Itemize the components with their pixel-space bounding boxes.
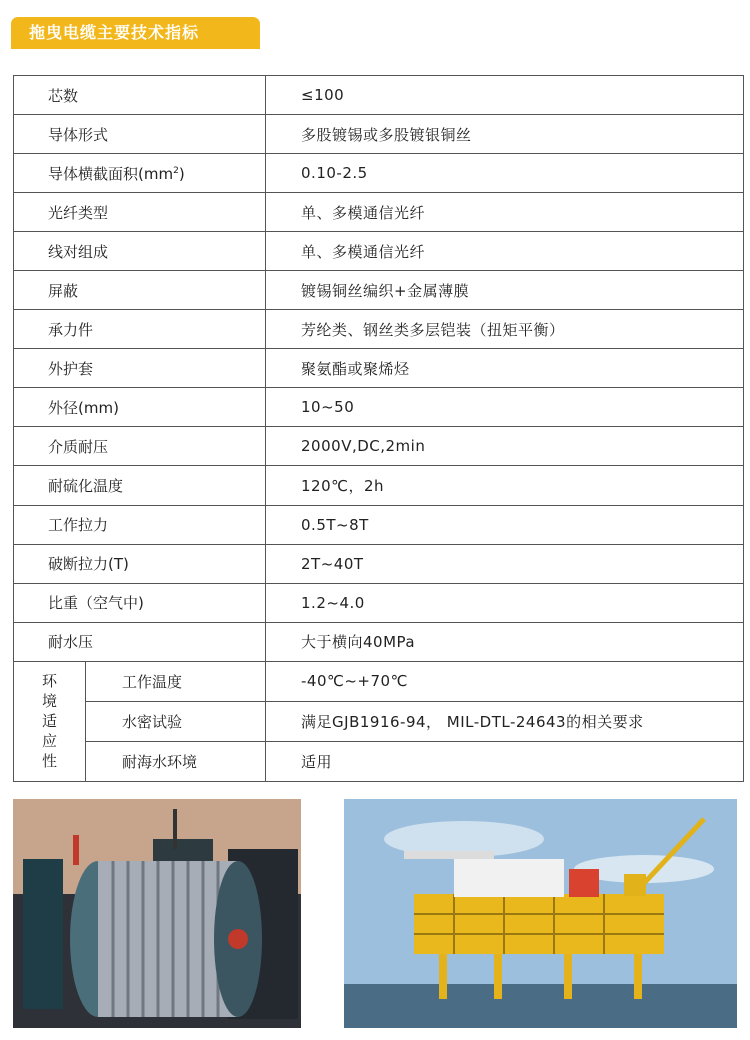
table-row xyxy=(14,741,744,781)
env-name: 工作温度 xyxy=(86,661,266,701)
env-value: -40℃~+70℃ xyxy=(266,661,744,701)
spec-name-suffix: ) xyxy=(178,164,185,183)
spec-value: 聚氨酯或聚烯烃 xyxy=(266,349,744,388)
spec-name: 芯数 xyxy=(14,76,266,115)
spec-name: 介质耐压 xyxy=(14,427,266,466)
spec-name: 屏蔽 xyxy=(14,271,266,310)
table-row xyxy=(14,427,744,466)
spec-name: 光纤类型 xyxy=(14,193,266,232)
table-row xyxy=(14,388,744,427)
spec-value: 0.5T~8T xyxy=(266,505,744,544)
group-char: 适 xyxy=(41,712,57,731)
spec-name-sup: 2 xyxy=(173,165,179,176)
spec-name: 破断拉力(T) xyxy=(14,544,266,583)
table-row xyxy=(14,310,744,349)
spec-value: 大于横向40MPa xyxy=(266,622,744,661)
offshore-platform-illustration xyxy=(344,799,737,1028)
spec-name xyxy=(14,154,266,193)
table-row xyxy=(14,232,744,271)
environment-group-label xyxy=(14,661,86,781)
spec-name: 承力件 xyxy=(14,310,266,349)
winch-drum-photo xyxy=(13,799,301,1028)
spec-table xyxy=(13,75,744,782)
spec-name: 外护套 xyxy=(14,349,266,388)
spec-name: 耐水压 xyxy=(14,622,266,661)
table-row xyxy=(14,544,744,583)
spec-name-text: 导体横截面积(mm xyxy=(48,164,174,183)
offshore-platform-photo xyxy=(344,799,737,1028)
table-row xyxy=(14,505,744,544)
table-row xyxy=(14,76,744,115)
spec-name: 外径(mm) xyxy=(14,388,266,427)
spec-value: 镀锡铜丝编织+金属薄膜 xyxy=(266,271,744,310)
spec-value: 单、多模通信光纤 xyxy=(266,232,744,271)
spec-name: 耐硫化温度 xyxy=(14,466,266,505)
group-char: 应 xyxy=(41,732,57,751)
table-row xyxy=(14,701,744,741)
env-value: 适用 xyxy=(266,741,744,781)
spec-value: 2000V,DC,2min xyxy=(266,427,744,466)
table-row xyxy=(14,583,744,622)
spec-name: 导体形式 xyxy=(14,115,266,154)
spec-value: 0.10-2.5 xyxy=(266,154,744,193)
group-char: 境 xyxy=(41,692,57,711)
section-title: 拖曳电缆主要技术指标 xyxy=(11,17,260,49)
spec-value: 单、多模通信光纤 xyxy=(266,193,744,232)
table-row xyxy=(14,271,744,310)
group-char: 性 xyxy=(41,752,57,771)
env-name: 水密试验 xyxy=(86,701,266,741)
table-row xyxy=(14,115,744,154)
spec-value: 120℃，2h xyxy=(266,466,744,505)
group-char: 环 xyxy=(41,672,57,691)
spec-value: 芳纶类、钢丝类多层铠装（扭矩平衡） xyxy=(266,310,744,349)
spec-value: ≤100 xyxy=(266,76,744,115)
spec-value: 2T~40T xyxy=(266,544,744,583)
spec-name: 工作拉力 xyxy=(14,505,266,544)
spec-name: 线对组成 xyxy=(14,232,266,271)
winch-drum-illustration xyxy=(13,799,301,1028)
table-row xyxy=(14,193,744,232)
table-row xyxy=(14,661,744,701)
table-row xyxy=(14,466,744,505)
env-value: 满足GJB1916-94， MIL-DTL-24643的相关要求 xyxy=(266,701,744,741)
spec-value: 多股镀锡或多股镀银铜丝 xyxy=(266,115,744,154)
table-row xyxy=(14,154,744,193)
env-name: 耐海水环境 xyxy=(86,741,266,781)
spec-value: 10~50 xyxy=(266,388,744,427)
spec-value: 1.2~4.0 xyxy=(266,583,744,622)
table-row xyxy=(14,349,744,388)
spec-name: 比重（空气中) xyxy=(14,583,266,622)
table-row xyxy=(14,622,744,661)
